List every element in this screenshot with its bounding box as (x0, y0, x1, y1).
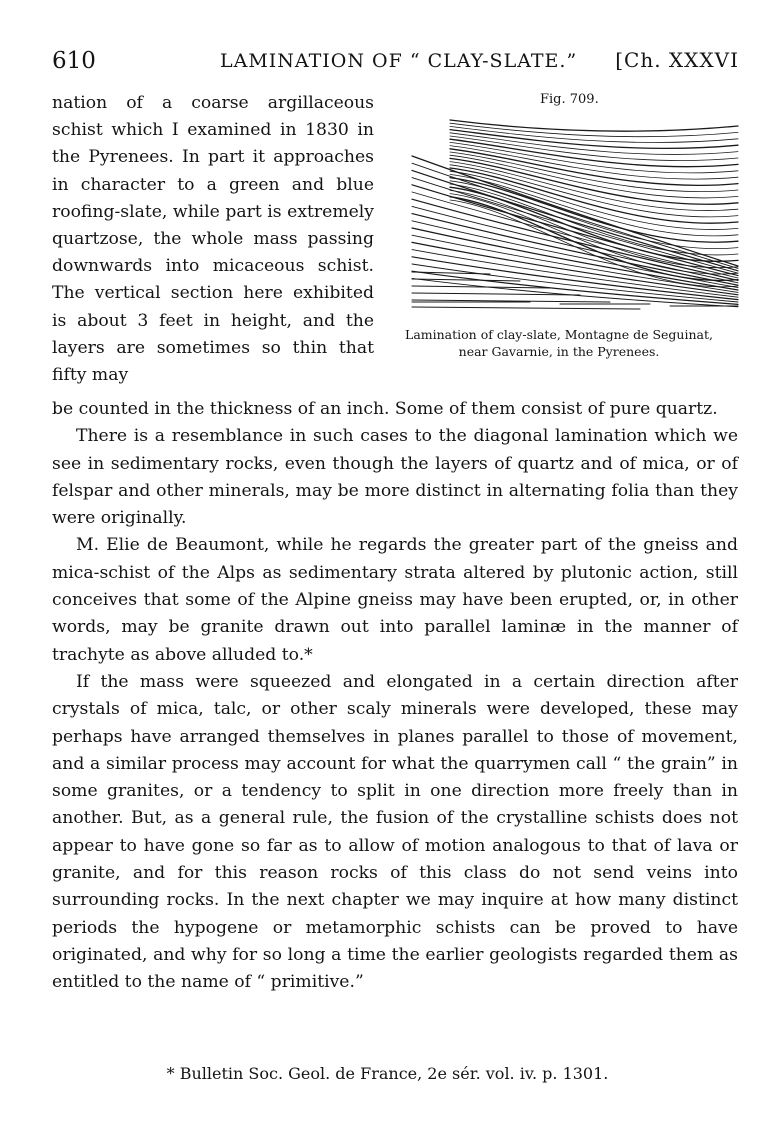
chapter-label: [Ch. XXXVI (615, 48, 739, 72)
lamina-lower (412, 214, 738, 286)
lamina-upper (450, 142, 738, 173)
figure-caption (380, 326, 738, 360)
lamina-lower (412, 199, 738, 280)
figure-caption-line-2: near Gavarnie, in the Pyrenees. (458, 344, 660, 359)
paragraph-3: If the mass were squeezed and elongated in a certain direction after crystals of mica, talc, or other scaly minerals were developed, these may perhaps have arranged themselves in planes parallel to those of movement, and a similar process may account for what the quarrymen call “ the grain” in some granites, or a tendency to split in one direction more freely than in another. But, as a general rule, the fusion of the crystalline schists does not appear to have gone so far as to allow of motion analogous to that of lava or granite, and for this reason rocks of this class do not send veins into surrounding rocks. In the next chapter we may inquire at how many distinct periods the hypogene or metamorphic schists can be proved to have originated, and why for so long a time the earlier geologists regarded them as entitled to the name of “ primitive.” (52, 671, 738, 993)
lamination-figure (410, 116, 740, 316)
running-header (52, 44, 739, 80)
main-text (52, 396, 738, 997)
lamina-lower (412, 278, 738, 306)
figure-caption-line-1: Lamination of clay-slate, Montagne de Seguinat, (405, 327, 713, 342)
lamina-bed (412, 307, 640, 309)
running-title: LAMINATION OF “ CLAY-SLATE.” (220, 50, 578, 72)
figure-label: Fig. 709. (540, 92, 599, 107)
paragraph-1: There is a resemblance in such cases to the diagonal lamination which we see in sedimentary rocks, even though the layers of quartz and of mica, or of felspar and other minerals, may be more distinct in alternating folia than they were originally. (52, 426, 738, 529)
wrapped-paragraph: nation of a coarse argillaceous schist which I examined in 1830 in the Pyrenees. In part it approaches in character to a green and blue roofing-slate, while part is extremely quartzose, the whole mass passing downwards into micaceous schist. The vertical section here exhibited is about 3 feet in height, and the layers are sometimes so thin that fifty may (52, 93, 374, 386)
lamina-upper (450, 120, 738, 131)
page-number: 610 (52, 48, 96, 74)
paragraph-2: M. Elie de Beaumont, while he regards the greater part of the gneiss and mica-schist of the Alps as sedimentary strata altered by plutonic action, still conceives that some of the Alpine gneiss may have been erupted, or, in other words, may be granite drawn out into parallel laminæ in the manner of trachyte as above alluded to.* (52, 535, 738, 665)
footnote: * Bulletin Soc. Geol. de France, 2e sér. vol. iv. p. 1301. (166, 1064, 609, 1083)
continuation-paragraph: be counted in the thickness of an inch. Some of them consist of pure quartz. (52, 399, 718, 419)
